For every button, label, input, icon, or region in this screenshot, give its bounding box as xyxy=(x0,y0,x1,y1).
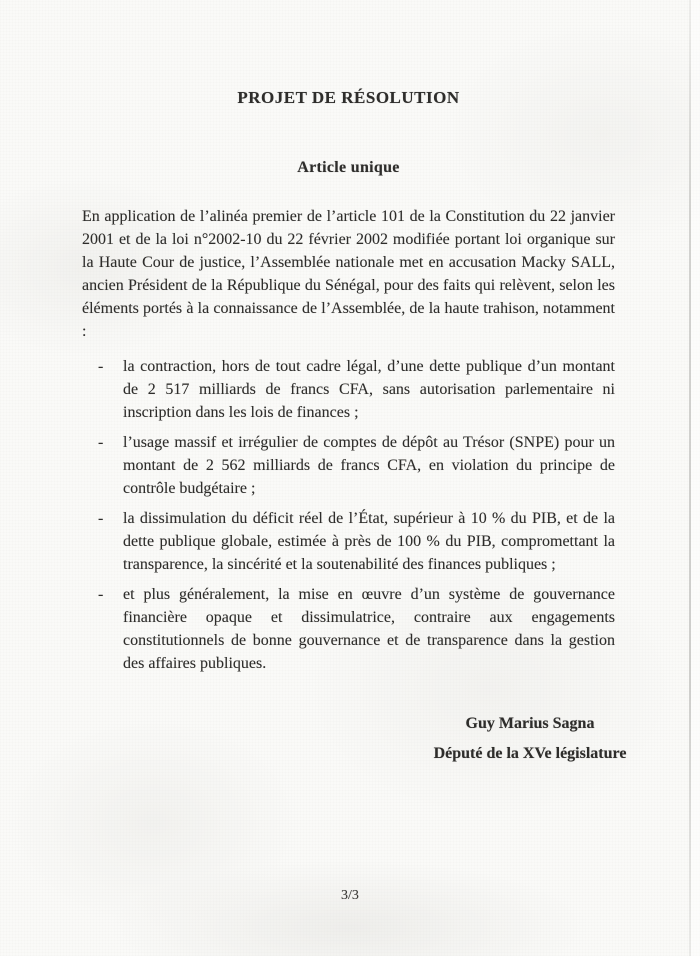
signature-block xyxy=(400,709,660,769)
page-edge-shadow xyxy=(689,0,691,956)
accusations-list xyxy=(82,355,615,675)
dash-marker: - xyxy=(98,358,104,375)
signature-role: Député de la XVe législature xyxy=(433,745,627,762)
dash-marker: - xyxy=(98,510,104,527)
dash-marker: - xyxy=(98,586,104,603)
signature-name: Guy Marius Sagna xyxy=(465,715,595,732)
list-item-text: et plus généralement, la mise en œuvre d’un système de gouvernance financière opaque et dissimulatrice, contraire aux engagements constitutionnels de bonne gouvernance et de transparence dans la gestion des affaires publiques. xyxy=(123,586,615,672)
list-item-text: la dissimulation du déficit réel de l’État, supérieur à 10 % du PIB, et de la dette publique globale, estimée à près de 100 % du PIB, compromettant la transparence, la sincérité et la soutenabilité des finances publiques ; xyxy=(123,510,615,573)
article-heading: Article unique xyxy=(297,159,400,176)
page-number: 3/3 xyxy=(341,888,359,903)
list-item xyxy=(82,431,615,500)
list-item xyxy=(82,583,615,675)
list-item xyxy=(82,355,615,424)
page-edge-highlight xyxy=(691,0,700,956)
list-item-text: la contraction, hors de tout cadre légal, d’une dette publique d’un montant de 2 517 milliards de francs CFA, sans autorisation parlementaire ni inscription dans les lois de finances ; xyxy=(123,358,615,421)
list-item-text: l’usage massif et irrégulier de comptes de dépôt au Trésor (SNPE) pour un montant de 2 562 milliards de francs CFA, en violation du principe de contrôle budgétaire ; xyxy=(123,434,615,497)
dash-marker: - xyxy=(98,434,104,451)
document-title: PROJET DE RÉSOLUTION xyxy=(237,88,460,107)
intro-paragraph: En application de l’alinéa premier de l’article 101 de la Constitution du 22 janvier 2001 et de la loi n°2002-10 du 22 février 2002 modifiée portant loi organique sur la Haute Cour de justice, l’Assemblée nationale met en accusation Macky SALL, ancien Président de la République du Sénégal, pour des faits qui relèvent, selon les éléments portés à la connaissance de l’Assemblée, de la haute trahison, notamment : xyxy=(82,208,615,340)
list-item xyxy=(82,507,615,576)
